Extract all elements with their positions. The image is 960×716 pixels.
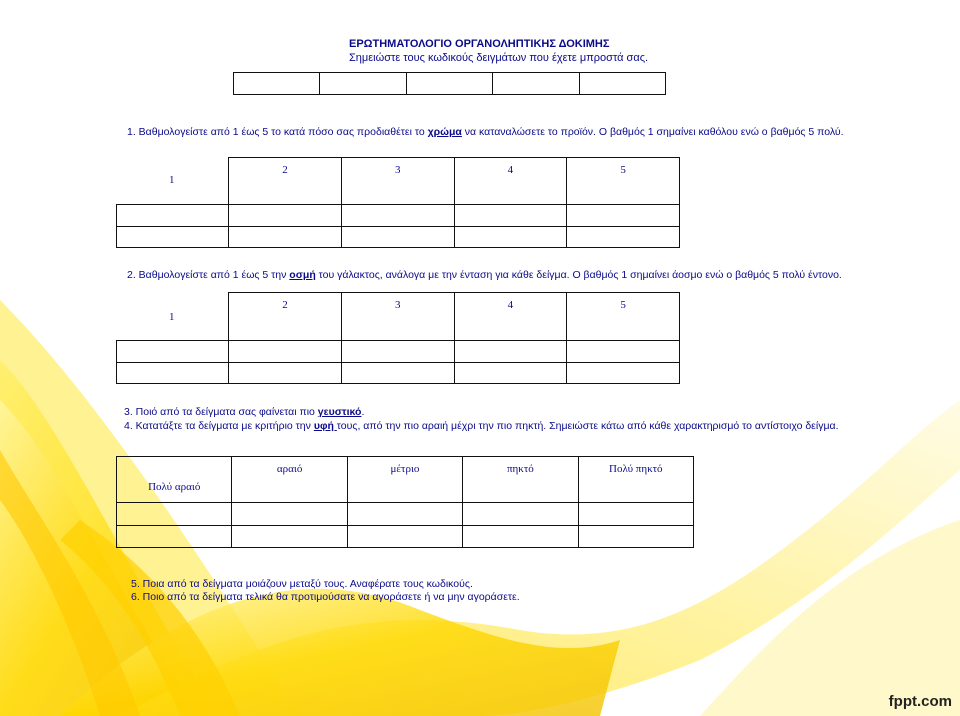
question-1-keyword: χρώμα — [427, 126, 462, 138]
answer-cell[interactable] — [567, 362, 680, 384]
question-2: 2. Βαθμολογείστε από 1 έως 5 την οσμή του γάλακτος, ανάλογα με την ένταση για κάθε δείγμα. Ο βαθμός 1 σημαίνει άοσμο ενώ ο βαθμός 5 πολύ έντονο. — [127, 269, 842, 281]
answer-cell[interactable] — [567, 341, 680, 363]
q1-scale-4: 4 — [454, 158, 567, 205]
answer-cell[interactable] — [454, 226, 567, 248]
q2-scale-2: 2 — [229, 293, 342, 341]
answer-cell[interactable] — [341, 341, 454, 363]
q2-scale-label-1: 1 — [169, 311, 175, 323]
sample-code-cell[interactable] — [493, 73, 579, 95]
answer-cell[interactable] — [229, 205, 342, 227]
answer-cell[interactable] — [454, 341, 567, 363]
sample-code-cell[interactable] — [406, 73, 492, 95]
answer-cell[interactable] — [229, 341, 342, 363]
q1-scale-5: 5 — [567, 158, 680, 205]
sample-code-cell[interactable] — [234, 73, 320, 95]
answer-cell[interactable] — [567, 205, 680, 227]
answer-cell[interactable] — [117, 503, 232, 526]
question-3: 3. Ποιό από τα δείγματα σας φαίνεται πιο γευστικό. — [124, 406, 365, 418]
answer-cell[interactable] — [341, 205, 454, 227]
answer-cell[interactable] — [117, 525, 232, 548]
question-4: 4. Κατατάξτε τα δείγματα με κριτήριο την υφή τους, από την πιο αραιή μέχρι την πιο πηκτή. Σημειώστε κάτω από κάθε χαρακτηρισμό το αντίστοιχο δείγμα. — [124, 420, 839, 432]
answer-cell[interactable] — [454, 362, 567, 384]
q4-scale-very-thick: Πολύ πηκτό — [578, 457, 693, 503]
question-5: 5. Ποια από τα δείγματα μοιάζουν μεταξύ τους. Αναφέρατε τους κωδικούς. — [131, 578, 473, 590]
q2-rating-table — [116, 292, 680, 384]
question-6: 6. Ποιο από τα δείγματα τελικά θα προτιμούσατε να αγοράσετε ή να μην αγοράσετε. — [131, 591, 520, 603]
answer-cell[interactable] — [117, 362, 229, 384]
sample-code-cell[interactable] — [320, 73, 406, 95]
answer-cell[interactable] — [347, 525, 462, 548]
q1-scale-2: 2 — [229, 158, 342, 205]
q4-scale-thin: αραιό — [232, 457, 347, 503]
answer-cell[interactable] — [229, 362, 342, 384]
answer-cell[interactable] — [341, 362, 454, 384]
answer-cell[interactable] — [463, 525, 578, 548]
q1-scale-label-1: 1 — [169, 174, 175, 186]
answer-cell[interactable] — [229, 226, 342, 248]
question-2-keyword: οσμή — [289, 269, 316, 281]
question-3-keyword: γευστικό — [317, 406, 362, 418]
answer-cell[interactable] — [578, 503, 693, 526]
document-title: ΕΡΩΤΗΜΑΤΟΛΟΓΙΟ ΟΡΓΑΝΟΛΗΠΤΙΚΗΣ ΔΟΚΙΜΗΣ — [349, 38, 610, 50]
q2-scale-4: 4 — [454, 293, 567, 341]
answer-cell[interactable] — [117, 205, 229, 227]
fppt-logo: fppt.com — [888, 693, 952, 710]
q2-scale-5: 5 — [567, 293, 680, 341]
document-subtitle: Σημειώστε τους κωδικούς δειγμάτων που έχετε μπροστά σας. — [349, 52, 649, 64]
sample-codes-table — [233, 72, 666, 95]
q1-scale-3: 3 — [341, 158, 454, 205]
answer-cell[interactable] — [347, 503, 462, 526]
q4-texture-table — [116, 456, 694, 548]
q1-rating-table — [116, 157, 680, 248]
answer-cell[interactable] — [117, 226, 229, 248]
answer-cell[interactable] — [341, 226, 454, 248]
question-1: 1. Βαθμολογείστε από 1 έως 5 το κατά πόσο σας προδιαθέτει το χρώμα να καταναλώσετε το προϊόν. Ο βαθμός 1 σημαίνει καθόλου ενώ ο βαθμός 5 πολύ. — [127, 126, 844, 138]
q4-scale-thick: πηκτό — [463, 457, 578, 503]
q4-scale-medium: μέτριο — [347, 457, 462, 503]
answer-cell[interactable] — [578, 525, 693, 548]
answer-cell[interactable] — [567, 226, 680, 248]
question-4-keyword: υφή — [313, 420, 337, 432]
q2-scale-3: 3 — [341, 293, 454, 341]
answer-cell[interactable] — [463, 503, 578, 526]
sample-code-cell[interactable] — [579, 73, 665, 95]
q4-scale-very-thin: Πολύ αραιό — [117, 457, 232, 503]
answer-cell[interactable] — [117, 341, 229, 363]
answer-cell[interactable] — [232, 525, 347, 548]
answer-cell[interactable] — [232, 503, 347, 526]
answer-cell[interactable] — [454, 205, 567, 227]
